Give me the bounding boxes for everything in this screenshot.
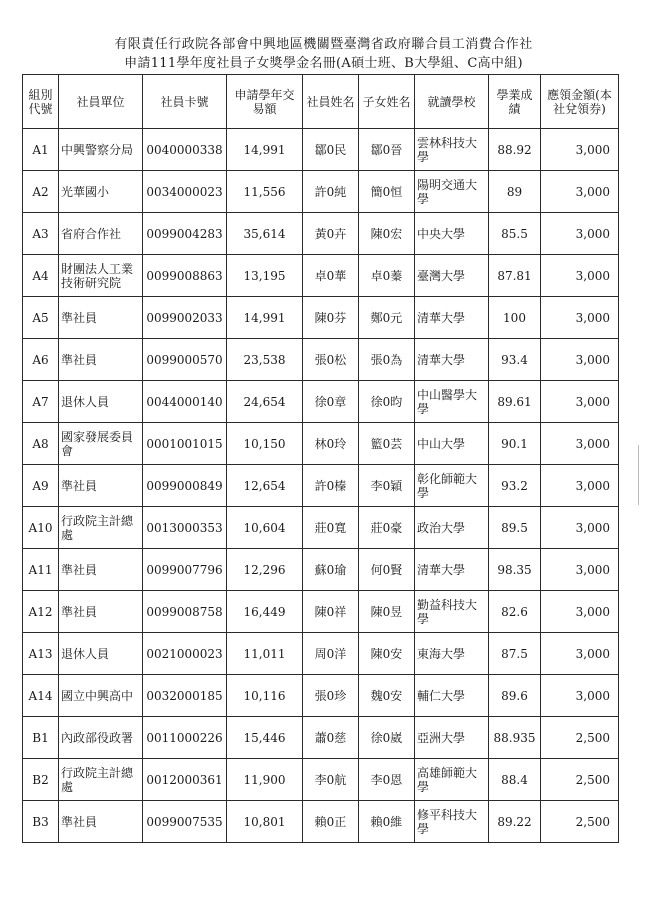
table-row [23, 801, 619, 843]
cell-member-card: 0001001015 [143, 423, 227, 465]
cell-transaction: 11,011 [227, 633, 303, 675]
table-row [23, 297, 619, 339]
cell-group-code: A1 [23, 129, 59, 171]
cell-amount: 3,000 [541, 423, 619, 465]
header-grade: 學業成績 [489, 75, 541, 129]
scholarship-table [22, 74, 619, 843]
cell-transaction: 35,614 [227, 213, 303, 255]
cell-grade: 88.4 [489, 759, 541, 801]
cell-group-code: A7 [23, 381, 59, 423]
cell-member-name: 林0玲 [303, 423, 359, 465]
cell-school: 雲林科技大學 [415, 129, 489, 171]
cell-member-card: 0021000023 [143, 633, 227, 675]
cell-member-card: 0044000140 [143, 381, 227, 423]
cell-member-unit: 準社員 [59, 549, 143, 591]
cell-member-name: 陳0芬 [303, 297, 359, 339]
cell-grade: 90.1 [489, 423, 541, 465]
cell-transaction: 11,556 [227, 171, 303, 213]
cell-amount: 3,000 [541, 297, 619, 339]
cell-grade: 89.61 [489, 381, 541, 423]
cell-transaction: 10,116 [227, 675, 303, 717]
cell-group-code: B2 [23, 759, 59, 801]
cell-child-name: 魏0安 [359, 675, 415, 717]
cell-school: 輔仁大學 [415, 675, 489, 717]
cell-amount: 3,000 [541, 171, 619, 213]
cell-member-card: 0099004283 [143, 213, 227, 255]
cell-grade: 93.4 [489, 339, 541, 381]
table-row [23, 171, 619, 213]
cell-group-code: A9 [23, 465, 59, 507]
cell-member-unit: 準社員 [59, 297, 143, 339]
cell-transaction: 10,801 [227, 801, 303, 843]
table-row [23, 213, 619, 255]
header-member-name: 社員姓名 [303, 75, 359, 129]
cell-group-code: A2 [23, 171, 59, 213]
cell-member-unit: 準社員 [59, 591, 143, 633]
cell-member-name: 黃0卉 [303, 213, 359, 255]
cell-school: 清華大學 [415, 297, 489, 339]
cell-group-code: B3 [23, 801, 59, 843]
cell-member-unit: 行政院主計總處 [59, 759, 143, 801]
header-amount: 應領金額(本社兌領券) [541, 75, 619, 129]
header-child-name: 子女姓名 [359, 75, 415, 129]
cell-school: 清華大學 [415, 339, 489, 381]
cell-amount: 3,000 [541, 381, 619, 423]
cell-member-card: 0099000570 [143, 339, 227, 381]
cell-group-code: A11 [23, 549, 59, 591]
cell-child-name: 陳0昱 [359, 591, 415, 633]
cell-group-code: A6 [23, 339, 59, 381]
cell-school: 臺灣大學 [415, 255, 489, 297]
cell-amount: 3,000 [541, 339, 619, 381]
cell-member-card: 0099008758 [143, 591, 227, 633]
cell-transaction: 10,604 [227, 507, 303, 549]
document-title-line2: 申請111學年度社員子女獎學金名冊(A碩士班、B大學組、C高中組) [124, 56, 523, 71]
cell-transaction: 12,296 [227, 549, 303, 591]
header-group-code: 組別代號 [23, 75, 59, 129]
cell-amount: 3,000 [541, 507, 619, 549]
cell-member-name: 卓0華 [303, 255, 359, 297]
cell-group-code: A5 [23, 297, 59, 339]
cell-child-name: 簡0恒 [359, 171, 415, 213]
cell-member-name: 賴0正 [303, 801, 359, 843]
cell-amount: 2,500 [541, 717, 619, 759]
cell-transaction: 11,900 [227, 759, 303, 801]
cell-member-name: 李0航 [303, 759, 359, 801]
cell-member-name: 許0榛 [303, 465, 359, 507]
cell-amount: 3,000 [541, 129, 619, 171]
cell-amount: 3,000 [541, 591, 619, 633]
cell-group-code: A14 [23, 675, 59, 717]
cell-member-unit: 光華國小 [59, 171, 143, 213]
cell-school: 中山大學 [415, 423, 489, 465]
cell-member-name: 蘇0瑜 [303, 549, 359, 591]
cell-amount: 2,500 [541, 801, 619, 843]
cell-member-card: 0040000338 [143, 129, 227, 171]
cell-member-name: 張0珍 [303, 675, 359, 717]
cell-school: 中央大學 [415, 213, 489, 255]
cell-member-unit: 準社員 [59, 801, 143, 843]
cell-group-code: A3 [23, 213, 59, 255]
cell-child-name: 陳0安 [359, 633, 415, 675]
table-row [23, 549, 619, 591]
cell-grade: 93.2 [489, 465, 541, 507]
cell-transaction: 16,449 [227, 591, 303, 633]
cell-member-name: 陳0祥 [303, 591, 359, 633]
cell-child-name: 何0賢 [359, 549, 415, 591]
cell-child-name: 徐0崴 [359, 717, 415, 759]
cell-member-unit: 國立中興高中 [59, 675, 143, 717]
cell-grade: 82.6 [489, 591, 541, 633]
cell-school: 修平科技大學 [415, 801, 489, 843]
cell-school: 高雄師範大學 [415, 759, 489, 801]
cell-group-code: A10 [23, 507, 59, 549]
cell-school: 彰化師範大學 [415, 465, 489, 507]
cell-member-unit: 準社員 [59, 465, 143, 507]
cell-member-card: 0034000023 [143, 171, 227, 213]
cell-member-name: 莊0寬 [303, 507, 359, 549]
cell-school: 政治大學 [415, 507, 489, 549]
cell-child-name: 莊0豪 [359, 507, 415, 549]
cell-school: 清華大學 [415, 549, 489, 591]
cell-grade: 89 [489, 171, 541, 213]
table-row [23, 255, 619, 297]
cell-child-name: 鄭0元 [359, 297, 415, 339]
cell-grade: 100 [489, 297, 541, 339]
cell-school: 陽明交通大學 [415, 171, 489, 213]
table-row [23, 633, 619, 675]
cell-member-card: 0099007535 [143, 801, 227, 843]
cell-transaction: 14,991 [227, 129, 303, 171]
cell-member-card: 0099008863 [143, 255, 227, 297]
table-row [23, 591, 619, 633]
cell-group-code: B1 [23, 717, 59, 759]
cell-member-name: 張0松 [303, 339, 359, 381]
cell-member-card: 0032000185 [143, 675, 227, 717]
cell-grade: 98.35 [489, 549, 541, 591]
header-school: 就讀學校 [415, 75, 489, 129]
cell-member-card: 0099007796 [143, 549, 227, 591]
cell-transaction: 12,654 [227, 465, 303, 507]
cell-child-name: 李0恩 [359, 759, 415, 801]
cell-child-name: 陳0宏 [359, 213, 415, 255]
cell-grade: 85.5 [489, 213, 541, 255]
cell-transaction: 15,446 [227, 717, 303, 759]
cell-child-name: 李0穎 [359, 465, 415, 507]
table-row [23, 717, 619, 759]
cell-member-unit: 行政院主計總處 [59, 507, 143, 549]
cell-member-name: 蕭0慈 [303, 717, 359, 759]
cell-school: 中山醫學大學 [415, 381, 489, 423]
cell-transaction: 13,195 [227, 255, 303, 297]
cell-member-name: 周0洋 [303, 633, 359, 675]
cell-transaction: 23,538 [227, 339, 303, 381]
table-row [23, 423, 619, 465]
cell-child-name: 張0為 [359, 339, 415, 381]
document-title-line1: 有限責任行政院各部會中興地區機關暨臺灣省政府聯合員工消費合作社 [114, 37, 533, 52]
table-row [23, 465, 619, 507]
cell-member-card: 0012000361 [143, 759, 227, 801]
cell-group-code: A8 [23, 423, 59, 465]
table-row [23, 759, 619, 801]
cell-school: 東海大學 [415, 633, 489, 675]
cell-amount: 3,000 [541, 633, 619, 675]
cell-group-code: A13 [23, 633, 59, 675]
cell-child-name: 賴0維 [359, 801, 415, 843]
cell-group-code: A12 [23, 591, 59, 633]
cell-member-unit: 省府合作社 [59, 213, 143, 255]
cell-amount: 3,000 [541, 549, 619, 591]
cell-child-name: 徐0昀 [359, 381, 415, 423]
cell-member-name: 徐0章 [303, 381, 359, 423]
cell-member-unit: 退休人員 [59, 381, 143, 423]
cell-amount: 3,000 [541, 255, 619, 297]
cell-child-name: 籃0芸 [359, 423, 415, 465]
cell-child-name: 卓0蓁 [359, 255, 415, 297]
table-row [23, 507, 619, 549]
cell-grade: 87.81 [489, 255, 541, 297]
table-row [23, 675, 619, 717]
cell-member-name: 許0純 [303, 171, 359, 213]
cell-member-card: 0011000226 [143, 717, 227, 759]
cell-member-unit: 財團法人工業技術研究院 [59, 255, 143, 297]
cell-school: 亞洲大學 [415, 717, 489, 759]
header-transaction: 申請學年交易額 [227, 75, 303, 129]
cell-member-unit: 準社員 [59, 339, 143, 381]
cell-grade: 89.22 [489, 801, 541, 843]
table-row [23, 129, 619, 171]
header-member-card: 社員卡號 [143, 75, 227, 129]
cell-member-name: 鄒0民 [303, 129, 359, 171]
cell-grade: 89.5 [489, 507, 541, 549]
cell-member-card: 0099002033 [143, 297, 227, 339]
cell-child-name: 鄒0晉 [359, 129, 415, 171]
cell-grade: 87.5 [489, 633, 541, 675]
cell-grade: 89.6 [489, 675, 541, 717]
cell-member-unit: 內政部役政署 [59, 717, 143, 759]
cell-member-unit: 中興警察分局 [59, 129, 143, 171]
cell-amount: 3,000 [541, 675, 619, 717]
scan-edge-mark [638, 445, 639, 505]
cell-transaction: 10,150 [227, 423, 303, 465]
cell-member-unit: 國家發展委員會 [59, 423, 143, 465]
table-row [23, 381, 619, 423]
cell-grade: 88.92 [489, 129, 541, 171]
cell-transaction: 14,991 [227, 297, 303, 339]
cell-amount: 2,500 [541, 759, 619, 801]
cell-transaction: 24,654 [227, 381, 303, 423]
table-row [23, 339, 619, 381]
header-member-unit: 社員單位 [59, 75, 143, 129]
cell-member-card: 0013000353 [143, 507, 227, 549]
cell-group-code: A4 [23, 255, 59, 297]
cell-member-unit: 退休人員 [59, 633, 143, 675]
table-header-row [23, 75, 619, 129]
cell-school: 勤益科技大學 [415, 591, 489, 633]
cell-grade: 88.935 [489, 717, 541, 759]
cell-amount: 3,000 [541, 465, 619, 507]
cell-member-card: 0099000849 [143, 465, 227, 507]
cell-amount: 3,000 [541, 213, 619, 255]
